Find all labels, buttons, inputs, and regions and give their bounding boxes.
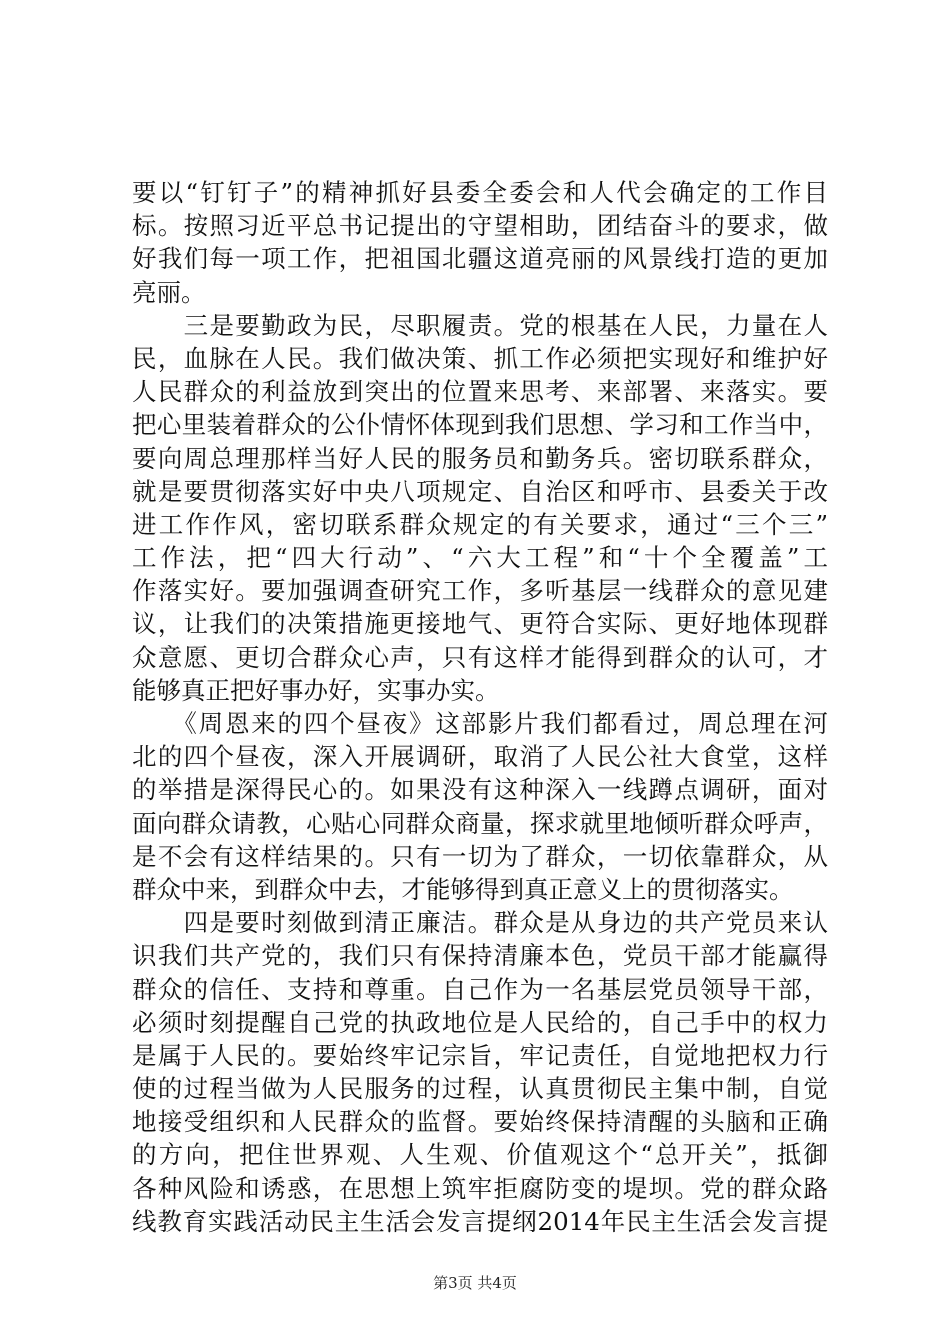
text-line: 人民群众的利益放到突出的位置来思考、来部署、来落实。要 xyxy=(132,377,828,407)
text-line: 众意愿、更切合群众心声，只有这样才能得到群众的认可，才 xyxy=(132,642,828,672)
text-line: 要以“钉钉子”的精神抓好县委全委会和人代会确定的工作目 xyxy=(132,178,828,207)
text-line: 的举措是深得民心的。如果没有这种深入一线蹲点调研，面对 xyxy=(132,775,828,805)
text-line: 群众的信任、支持和尊重。自己作为一名基层党员领导干部， xyxy=(132,974,828,1004)
text-line: 好我们每一项工作，把祖国北疆这道亮丽的风景线打造的更加 xyxy=(132,244,828,274)
paragraph xyxy=(132,707,828,906)
text-line: 进工作作风，密切联系群众规定的有关要求，通过“三个三” xyxy=(132,509,828,539)
page-footer xyxy=(0,1272,950,1293)
text-line: 四是要时刻做到清正廉洁。群众是从身边的共产党员来认 xyxy=(132,908,828,938)
text-line: 的方向，把住世界观、人生观、价值观这个“总开关”，抵御 xyxy=(132,1140,828,1170)
text-line: 亮丽。 xyxy=(132,277,206,307)
text-line: 三是要勤政为民，尽职履责。党的根基在人民，力量在人 xyxy=(132,310,828,340)
paragraph xyxy=(132,906,828,1238)
paragraph xyxy=(132,176,828,309)
text-line: 标。按照习近平总书记提出的守望相助，团结奋斗的要求，做 xyxy=(132,211,828,241)
text-line: 是不会有这样结果的。只有一切为了群众，一切依靠群众，从 xyxy=(132,841,828,871)
text-line: 必须时刻提醒自己党的执政地位是人民给的，自己手中的权力 xyxy=(132,1007,828,1037)
paragraph xyxy=(132,309,828,707)
text-line: 能够真正把好事办好，实事办实。 xyxy=(132,675,500,705)
document-body xyxy=(132,176,828,1238)
text-line: 北的四个昼夜，深入开展调研，取消了人民公社大食堂，这样 xyxy=(132,742,828,772)
text-line: 地接受组织和人民群众的监督。要始终保持清醒的头脑和正确 xyxy=(132,1107,828,1137)
text-line: 作落实好。要加强调查研究工作，多听基层一线群众的意见建 xyxy=(132,576,828,606)
text-line: 议，让我们的决策措施更接地气、更符合实际、更好地体现群 xyxy=(132,609,828,639)
text-line: 使的过程当做为人民服务的过程，认真贯彻民主集中制，自觉 xyxy=(132,1074,828,1104)
text-line: 就是要贯彻落实好中央八项规定、自治区和呼市、县委关于改 xyxy=(132,476,828,506)
text-line: 线教育实践活动民主生活会发言提纲2014年民主生活会发言提 xyxy=(132,1206,828,1236)
text-line: 群众中来，到群众中去，才能够得到真正意义上的贯彻落实。 xyxy=(132,874,794,904)
text-line: 面向群众请教，心贴心同群众商量，探求就里地倾听群众呼声， xyxy=(132,808,828,838)
text-line: 工作法，把“四大行动”、“六大工程”和“十个全覆盖”工 xyxy=(132,543,828,573)
page-number: 第3页 共4页 xyxy=(433,1274,517,1292)
text-line: 识我们共产党的，我们只有保持清廉本色，党员干部才能赢得 xyxy=(132,941,828,971)
text-line: 民，血脉在人民。我们做决策、抓工作必须把实现好和维护好 xyxy=(132,343,828,373)
text-line: 各种风险和诱惑，在思想上筑牢拒腐防变的堤坝。党的群众路 xyxy=(132,1173,828,1203)
text-line: 是属于人民的。要始终牢记宗旨，牢记责任，自觉地把权力行 xyxy=(132,1040,828,1070)
text-line: 把心里装着群众的公仆情怀体现到我们思想、学习和工作当中， xyxy=(132,410,828,440)
text-line: 要向周总理那样当好人民的服务员和勤务兵。密切联系群众， xyxy=(132,443,828,473)
text-line: 《周恩来的四个昼夜》这部影片我们都看过，周总理在河 xyxy=(132,709,828,738)
